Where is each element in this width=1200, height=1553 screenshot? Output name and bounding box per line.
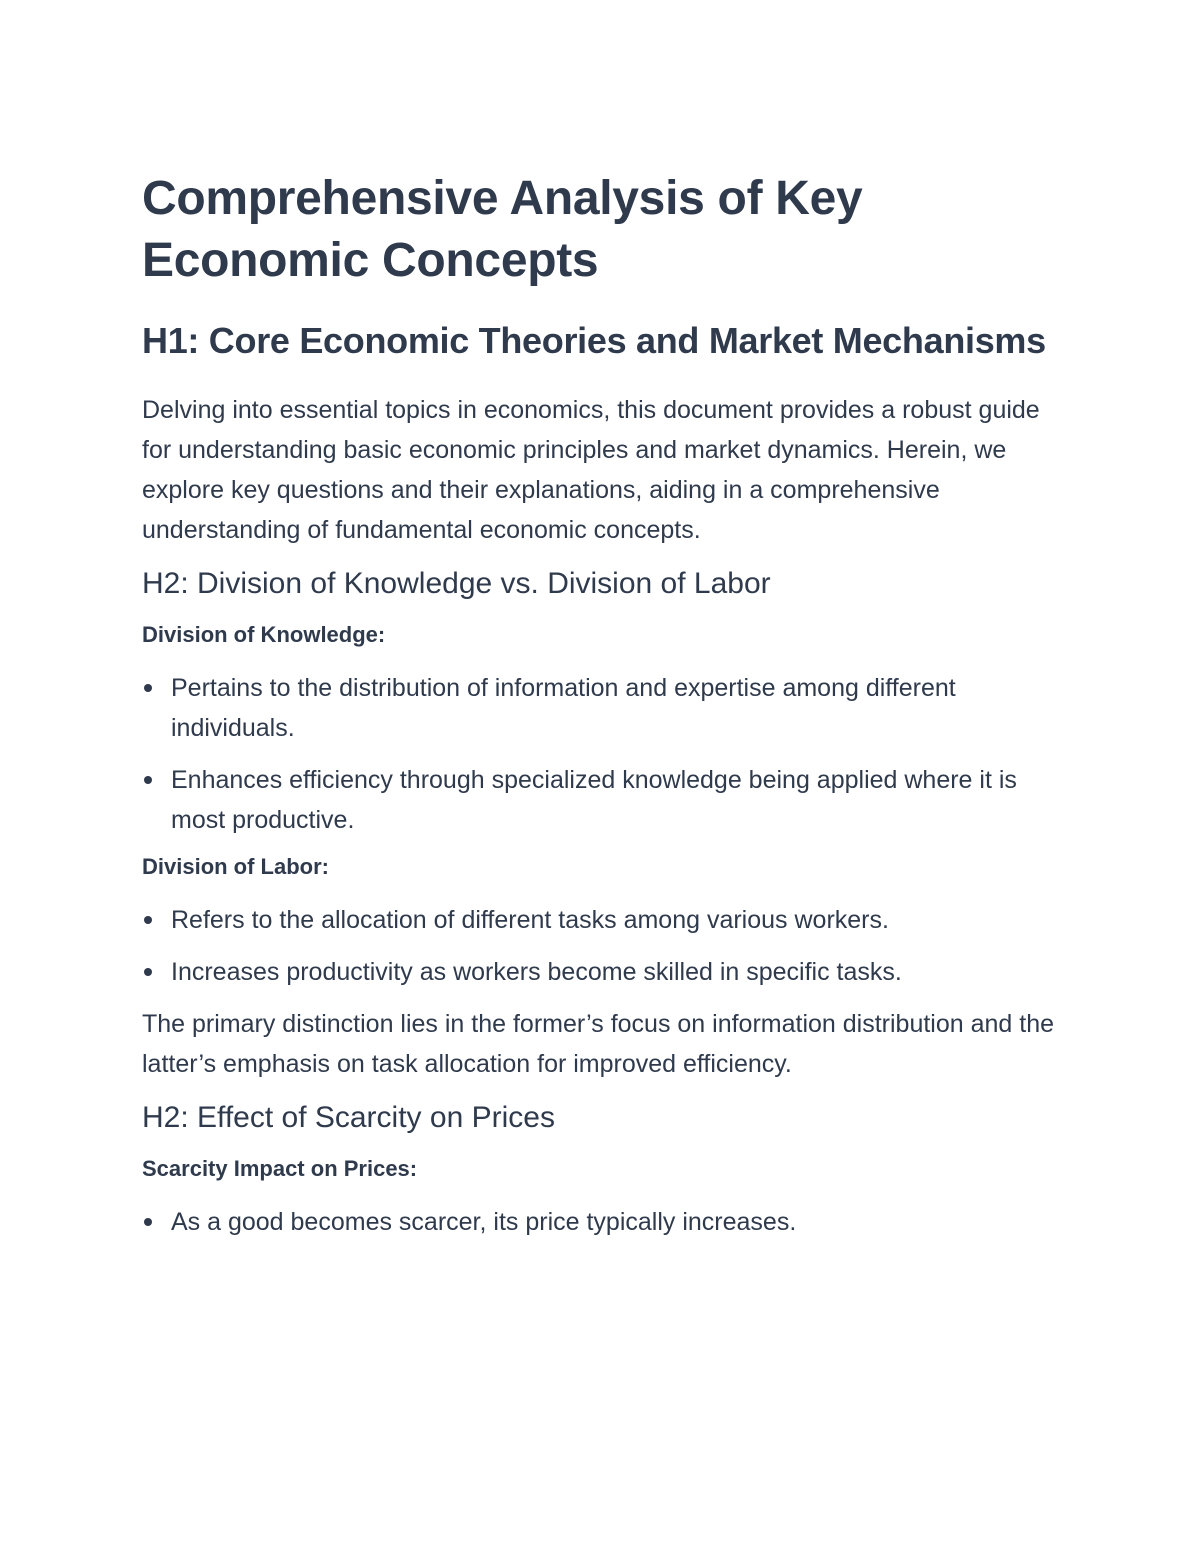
bullet-icon <box>144 684 152 692</box>
bullet-list <box>142 900 1072 992</box>
list-item <box>142 668 1072 748</box>
bullet-list <box>142 1202 1072 1242</box>
group-label: Scarcity Impact on Prices: <box>142 1156 418 1181</box>
list-item <box>142 900 1072 940</box>
list-item-text: Pertains to the distribution of information and expertise among different individuals. <box>171 674 956 742</box>
document-page <box>142 168 1072 1254</box>
group-label: Division of Labor: <box>142 854 329 879</box>
bullet-icon <box>144 968 152 976</box>
list-item-text: Increases productivity as workers become skilled in specific tasks. <box>171 958 902 986</box>
list-item-text: As a good becomes scarcer, its price typically increases. <box>171 1208 797 1236</box>
section-heading: H2: Division of Knowledge vs. Division of Labor <box>142 567 771 600</box>
bullet-icon <box>144 1218 152 1226</box>
section-heading: H2: Effect of Scarcity on Prices <box>142 1101 555 1134</box>
document-title: Comprehensive Analysis of Key Economic Concepts <box>142 172 863 287</box>
section-scarcity <box>142 1098 1072 1242</box>
intro-paragraph: Delving into essential topics in economics, this document provides a robust guide for understanding basic economic principles and market dynamics. Herein, we explore key questions and their explanations, aiding in a comprehensive understanding of fundamental economic concepts. <box>142 396 1040 544</box>
section-conclusion: The primary distinction lies in the former’s focus on information distribution and the latter’s emphasis on task allocation for improved efficiency. <box>142 1010 1055 1078</box>
list-item <box>142 952 1072 992</box>
h1-heading: H1: Core Economic Theories and Market Mechanisms <box>142 320 1046 361</box>
list-item-text: Refers to the allocation of different tasks among various workers. <box>171 906 889 934</box>
bullet-icon <box>144 916 152 924</box>
section-division <box>142 564 1072 1084</box>
bullet-list <box>142 668 1072 840</box>
bullet-icon <box>144 776 152 784</box>
list-item <box>142 1202 1072 1242</box>
list-item <box>142 760 1072 840</box>
list-item-text: Enhances efficiency through specialized knowledge being applied where it is most productive. <box>171 766 1017 834</box>
group-label: Division of Knowledge: <box>142 622 386 647</box>
